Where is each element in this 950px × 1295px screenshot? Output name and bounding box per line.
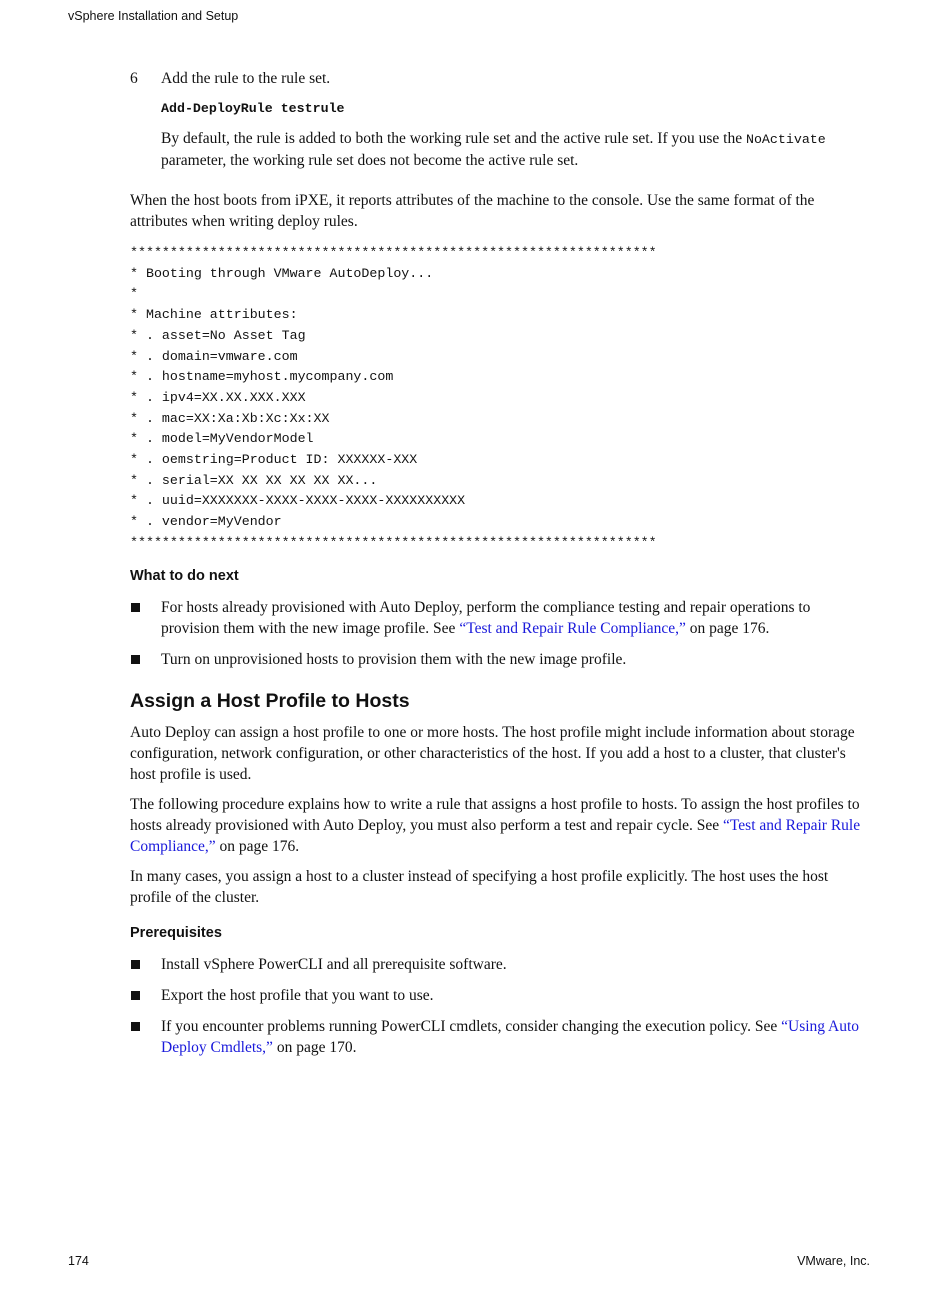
- list-item-text-end: on page 176.: [685, 620, 770, 637]
- inline-code: NoActivate: [745, 132, 826, 147]
- console-line: * . uuid=XXXXXXX-XXXX-XXXX-XXXX-XXXXXXXXXX: [130, 493, 466, 509]
- step-desc-text-2: parameter, the working rule set does not become the active rule set.: [161, 152, 579, 169]
- bullet-icon: [131, 655, 140, 664]
- console-line: *: [130, 286, 138, 302]
- link-using-auto-deploy-cmdlets[interactable]: “Using Auto Deploy Cmdlets,”: [161, 1018, 860, 1056]
- link-test-repair-compliance-2[interactable]: “Test and Repair Rule Compliance,”: [130, 817, 861, 855]
- list-item: [130, 649, 870, 670]
- console-line: * . serial=XX XX XX XX XX XX...: [130, 472, 378, 488]
- bullet-icon: [131, 991, 140, 1000]
- command-example: Add-DeployRule testrule: [161, 101, 345, 116]
- prerequisites-list: [130, 954, 870, 1058]
- step-text: Add the rule to the rule set.: [161, 70, 331, 87]
- step-description: [161, 128, 870, 171]
- paragraph-text: The following procedure explains how to write a rule that assigns a host profile to hosts. To assign the host profiles to hosts already provisioned with Auto Deploy, you must also perform a test and repair cycle. See: [130, 796, 860, 834]
- paragraph-text-end: on page 176.: [215, 838, 300, 855]
- footer-company: VMware, Inc.: [797, 1254, 870, 1268]
- bullet-icon: [131, 603, 140, 612]
- console-line: * Machine attributes:: [130, 307, 298, 323]
- page-number: 174: [68, 1254, 89, 1268]
- section-paragraph-1: Auto Deploy can assign a host profile to one or more hosts. The host profile might include information about storage configuration, network configuration, or other characteristics of the host. If you add a host to a cluster, that cluster's host profile is used.: [130, 724, 855, 783]
- section-paragraph-3: In many cases, you assign a host to a cluster instead of specifying a host profile explicitly. The host uses the host profile of the cluster.: [130, 868, 829, 906]
- step-number: 6: [130, 70, 138, 87]
- procedure-step: [130, 68, 870, 171]
- console-line: * Booting through VMware AutoDeploy...: [130, 265, 434, 281]
- running-header: vSphere Installation and Setup: [68, 9, 239, 23]
- intro-paragraph: When the host boots from iPXE, it reports attributes of the machine to the console. Use the same format of the attributes when writing deploy rules.: [130, 192, 815, 230]
- what-to-do-next-heading: What to do next: [130, 568, 239, 584]
- list-item-text-end: on page 170.: [272, 1039, 357, 1056]
- list-item-text: Turn on unprovisioned hosts to provision them with the new image profile.: [161, 651, 627, 668]
- list-item-text: Export the host profile that you want to use.: [161, 987, 434, 1004]
- console-line: * . oemstring=Product ID: XXXXXX-XXX: [130, 452, 418, 468]
- console-line: ******************************************************************: [130, 245, 657, 260]
- console-line: * . asset=No Asset Tag: [130, 327, 306, 343]
- list-item: [130, 597, 870, 639]
- console-line: * . domain=vmware.com: [130, 348, 298, 364]
- console-line: ******************************************************************: [130, 534, 657, 550]
- list-item: [130, 954, 870, 975]
- next-steps-list: [130, 597, 870, 670]
- console-line: * . model=MyVendorModel: [130, 431, 314, 447]
- section-paragraph-2: [130, 794, 872, 857]
- list-item-text: If you encounter problems running PowerCLI cmdlets, consider changing the execution policy. See: [161, 1018, 782, 1035]
- console-line: * . mac=XX:Xa:Xb:Xc:Xx:XX: [130, 410, 330, 426]
- bullet-icon: [131, 960, 140, 969]
- list-item: [130, 985, 870, 1006]
- prerequisites-heading: Prerequisites: [130, 925, 222, 941]
- console-output: [130, 243, 657, 554]
- list-item: [130, 1016, 870, 1058]
- list-item-text: Install vSphere PowerCLI and all prerequisite software.: [161, 956, 507, 973]
- console-line: * . vendor=MyVendor: [130, 514, 282, 530]
- link-test-repair-compliance[interactable]: “Test and Repair Rule Compliance,”: [459, 620, 686, 637]
- console-line: * . ipv4=XX.XX.XXX.XXX: [130, 389, 306, 405]
- step-body: [161, 68, 870, 171]
- list-item-text: For hosts already provisioned with Auto Deploy, perform the compliance testing and repair operations to provision them with the new image profile. See: [161, 599, 811, 637]
- console-line: * . hostname=myhost.mycompany.com: [130, 369, 394, 385]
- section-title: Assign a Host Profile to Hosts: [130, 690, 410, 712]
- bullet-icon: [131, 1022, 140, 1031]
- step-desc-text-1: By default, the rule is added to both the working rule set and the active rule set. If you use the: [161, 130, 746, 147]
